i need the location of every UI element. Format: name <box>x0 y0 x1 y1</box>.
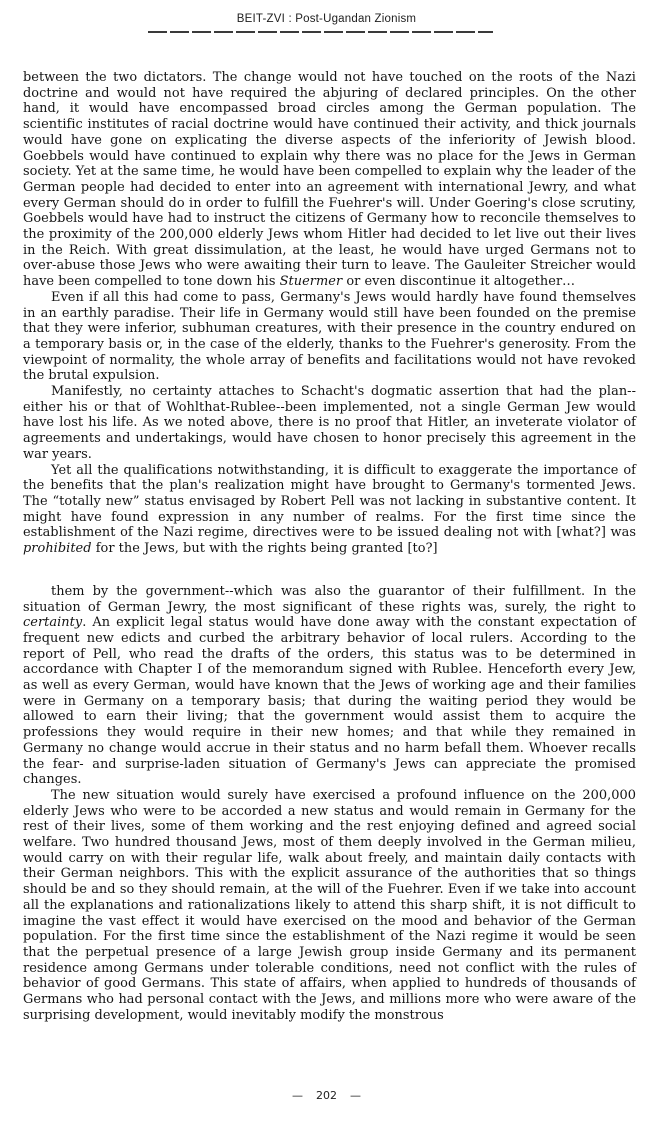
body-text: between the two dictators. The change would not have touched on the roots of the Nazi doctrine and would not have required the abjuring of declared principles. On the other hand, it would have encompassed broad circles among the German population. The scientific institutes of racial doctrine would have continued their activity, and thick journals would have gone on explicating the diverse aspects of the inferiority of Jewish blood. Goebbels would have continued to explain why there was no place for the Jews in German society. Yet at the same time, he would have been compelled to explain why the leader of the German people had decided to enter into an agreement with international Jewry, and what every German should do in order to fulfill the Fuehrer's will. Under Goering's close scrutiny, Goebbels would have had to instruct the citizens of Germany how to reconcile themselves to the proximity of the 200,000 elderly Jews whom Hitler had decided to let live out their lives in the Reich. With great dissimulation, at the least, he would have urged Germans not to over-abuse those Jews who were awaiting their turn to leave. The Gauleiter Streicher would have been compelled to tone down his <box>23 70 636 290</box>
body-text: for the Jews, but with the rights being granted [to?] <box>91 541 438 557</box>
body-text: or even discontinue it altogether… <box>342 274 576 290</box>
paragraph <box>23 788 636 1024</box>
paragraph <box>23 70 636 290</box>
footer-dash-left: — <box>292 1089 303 1102</box>
paragraph <box>23 384 636 463</box>
body-text: The new situation would surely have exercised a profound influence on the 200,000 elderly Jews who were to be accorded a new status and would remain in Germany for the rest of their lives, some of them working and the rest enjoying defined and agreed social welfare. Two hundred thousand Jews, most of them deeply involved in the German milieu, would carry on with their regular life, walk about freely, and maintain daily contacts with their German neighbors. This with the explicit assurance of the authorities that so things should be and so they should remain, at the will of the Fuehrer. Even if we take into account all the explanations and rationalizations likely to attend this sharp shift, it is not difficult to imagine the vast effect it would have exercised on the mood and behavior of the German population. For the first time since the establishment of the Nazi regime it would be seen that the perpetual presence of a large Jewish group inside Germany and its permanent residence among Germans under tolerable conditions, need not conflict with the rules of behavior of good Germans. This state of affairs, when applied to hundreds of thousands of Germans who had personal contact with the Jews, and millions more who were aware of the surprising development, would inevitably modify the monstrous <box>23 787 636 1023</box>
body-text: Yet all the qualifications notwithstanding, it is difficult to exaggerate the importance of the benefits that the plan's realization might have brought to Germany's tormented Jews. The “totally new” status envisaged by Robert Pell was not lacking in substantive content. It might have found expression in any number of realms. For the first time since the establishment of the Nazi regime, directives were to be issued dealing not with [what?] was <box>23 462 636 541</box>
page-body <box>23 70 636 1023</box>
paragraph <box>23 584 636 788</box>
body-text: Manifestly, no certainty attaches to Schacht's dogmatic assertion that had the plan--either his or that of Wohlthat-Rublee--been implemented, not a single German Jew would have lost his life. As we noted above, there is no proof that Hitler, an inveterate violator of agreements and undertakings, would have chosen to honor precisely this agreement in the war years. <box>23 384 636 462</box>
page-number: 202 <box>316 1089 337 1102</box>
paragraph <box>23 290 636 384</box>
emphasized-text: certainty <box>23 615 83 631</box>
emphasized-text: Stuermer <box>279 274 343 290</box>
running-head: BEIT-ZVI : Post-Ugandan Zionism <box>236 13 417 25</box>
emphasized-text: prohibited <box>23 541 92 557</box>
paragraph <box>23 463 636 557</box>
body-text: . An explicit legal status would have done away with the constant expectation of frequent new edicts and curbed the arbitrary behavior of local rulers. According to the report of Pell, who read the drafts of the orders, this status was to be determined in accordance with Chapter I of the memorandum signed with Rublee. Henceforth every Jew, as well as every German, would have known that the Jews of working age and their families were in Germany on a temporary basis; that during the waiting period they would be allowed to earn their living; that the government would assist them to acquire the professions they would require in their new homes; and that while they remained in Germany no change would accrue in their status and no harm befall them. Whoever recalls the fear- and surprise-laden situation of Germany's Jews can appreciate the promised changes. <box>23 615 636 788</box>
page-footer <box>0 1089 653 1102</box>
footer-dash-right: — <box>350 1089 361 1102</box>
body-text: Even if all this had come to pass, Germany's Jews would hardly have found themselves in an earthly paradise. Their life in Germany would still have been founded on the premise that they were inferior, subhuman creatures, with their presence in the country endured on a temporary basis or, in the case of the elderly, thanks to the Fuehrer's generosity. From the viewpoint of normality, the whole array of benefits and facilitations would not have revoked the brutal expulsion. <box>23 289 636 384</box>
header-rule <box>148 31 493 33</box>
body-text: them by the government--which was also the guarantor of their fulfillment. In the situation of German Jewry, the most significant of these rights was, surely, the right to <box>23 583 636 615</box>
